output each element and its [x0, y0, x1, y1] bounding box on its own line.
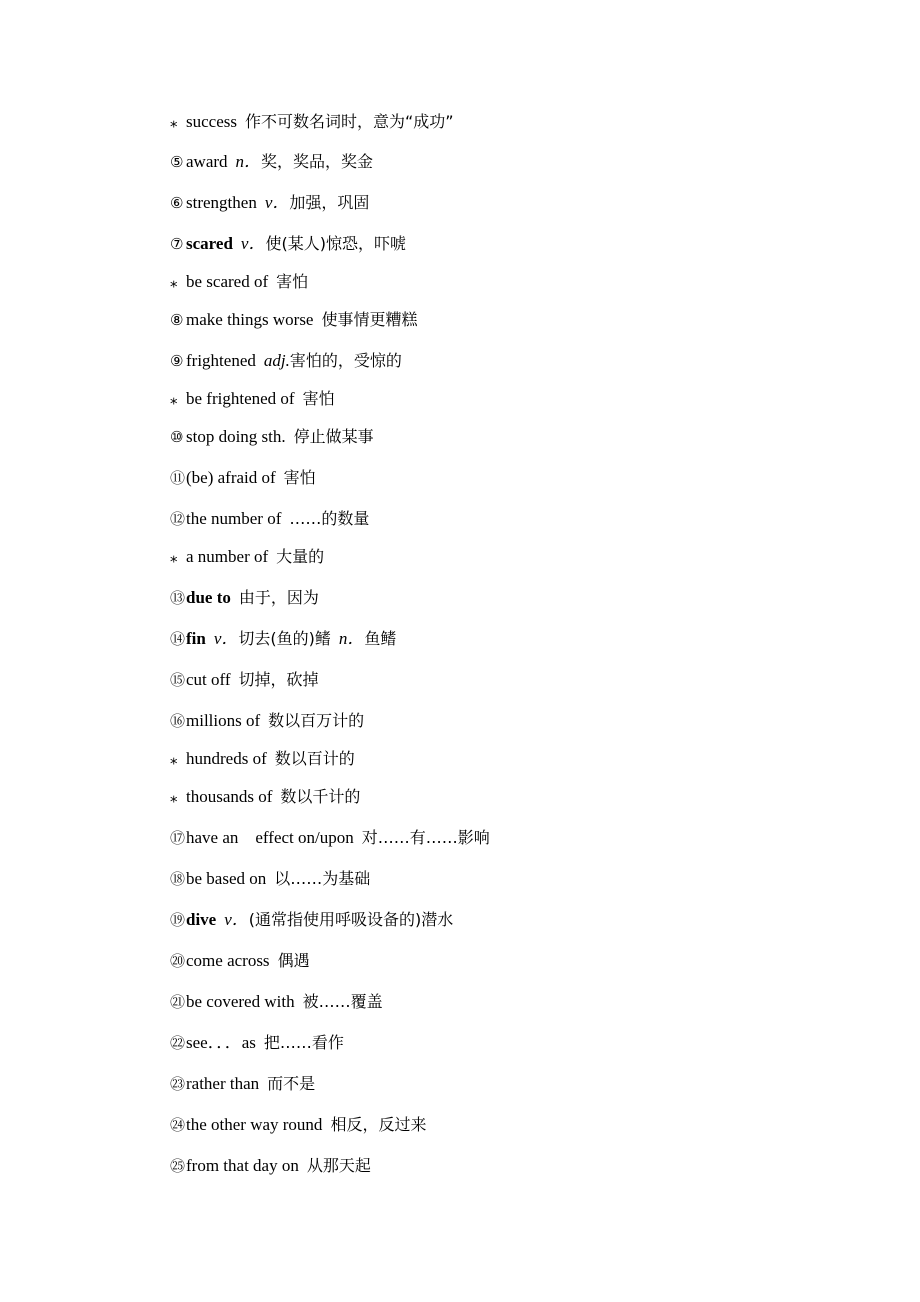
- vocab-entry: [170, 785, 870, 809]
- entry-meaning: 由于，因为: [238, 588, 319, 607]
- vocab-entry: [170, 1154, 870, 1178]
- entry-term: dive: [186, 910, 217, 929]
- entry-term: be frightened of: [186, 389, 295, 408]
- entry-term: be scared of: [186, 272, 269, 291]
- vocab-entry: [170, 349, 870, 373]
- vocab-entry: [170, 1031, 870, 1055]
- vocab-entry: [170, 232, 870, 256]
- entry-marker: ⑧: [170, 311, 184, 329]
- entry-term: scared: [186, 234, 233, 253]
- entry-meaning: 对……有……影响: [361, 828, 490, 847]
- vocab-entry: [170, 191, 870, 215]
- entry-meaning: 害怕: [302, 389, 335, 408]
- entry-term: see．．．as: [186, 1033, 256, 1052]
- entry-pos: n．: [235, 152, 262, 171]
- entry-term: cut off: [186, 670, 231, 689]
- entry-meaning: ……的数量: [289, 509, 370, 528]
- vocab-entry: [170, 747, 870, 771]
- entry-meaning: 把……看作: [263, 1033, 344, 1052]
- entry-term: the other way round: [186, 1115, 323, 1134]
- vocab-entry: [170, 949, 870, 973]
- vocab-entry: [170, 507, 870, 531]
- entry-term: be based on: [186, 869, 267, 888]
- vocab-entry: [170, 425, 870, 449]
- entry-meaning: 切掉，砍掉: [238, 670, 319, 689]
- entry-marker: ⁎: [170, 548, 178, 566]
- entry-meaning: 害怕的，受惊的: [289, 351, 402, 370]
- entry-term: a number of: [186, 547, 269, 566]
- entry-pos: v．: [213, 629, 239, 648]
- entry-marker: ⑫: [170, 510, 186, 528]
- entry-pos: v．: [264, 193, 290, 212]
- entry-meaning: 使(某人)惊恐，吓唬: [265, 234, 406, 253]
- entry-marker: ㉒: [170, 1034, 186, 1052]
- entry-marker: ⑥: [170, 194, 184, 212]
- entry-meaning: 偶遇: [277, 951, 310, 970]
- entry-marker: ⁎: [170, 788, 178, 806]
- vocab-entry: [170, 545, 870, 569]
- entry-term: have an effect on/upon: [186, 828, 354, 847]
- entry-meaning: 数以千计的: [280, 787, 361, 806]
- entry-marker: ⁎: [170, 750, 178, 768]
- entry-meaning: 停止做某事: [293, 427, 374, 446]
- vocab-entry: [170, 150, 870, 174]
- entry-marker: ⑩: [170, 428, 184, 446]
- vocab-entry: [170, 110, 870, 134]
- entry-marker: ㉓: [170, 1075, 186, 1093]
- entry-meaning-2: 鱼鳍: [364, 629, 397, 648]
- entry-meaning: 数以百计的: [274, 749, 355, 768]
- vocab-entry: [170, 1072, 870, 1096]
- vocab-entry: [170, 867, 870, 891]
- entry-term: from that day on: [186, 1156, 299, 1175]
- entry-marker: ⑭: [170, 630, 186, 648]
- entry-term: thousands of: [186, 787, 273, 806]
- entry-term: be covered with: [186, 992, 295, 1011]
- vocab-entry: [170, 990, 870, 1014]
- entry-pos: adj.: [263, 351, 290, 370]
- entry-pos: v．: [240, 234, 266, 253]
- vocab-entry: [170, 826, 870, 850]
- entry-pos: v．: [224, 910, 249, 929]
- entry-term: hundreds of: [186, 749, 267, 768]
- entry-marker: ⑦: [170, 235, 184, 253]
- entry-term: frightened: [186, 351, 256, 370]
- vocab-entry: [170, 627, 870, 651]
- entry-marker: ⑪: [170, 469, 186, 487]
- entry-term: the number of: [186, 509, 282, 528]
- entry-marker: ⑨: [170, 352, 184, 370]
- entry-meaning: 使事情更糟糕: [321, 310, 418, 329]
- entry-marker: ⑳: [170, 952, 186, 970]
- entry-meaning: 切去(鱼的)鳍: [238, 629, 331, 648]
- entry-marker: ⑱: [170, 870, 186, 888]
- entry-meaning: 加强，巩固: [289, 193, 370, 212]
- entry-meaning: 大量的: [276, 547, 325, 566]
- vocabulary-list: [170, 110, 870, 1175]
- entry-pos-2: n．: [338, 629, 365, 648]
- entry-marker: ⑮: [170, 671, 186, 689]
- entry-term: success: [186, 112, 237, 131]
- entry-marker: ㉕: [170, 1157, 186, 1175]
- entry-marker: ㉑: [170, 993, 186, 1011]
- entry-marker: ⁎: [170, 390, 178, 408]
- entry-meaning: 奖，奖品，奖金: [261, 152, 374, 171]
- entry-marker: ⁎: [170, 273, 178, 291]
- vocab-entry: [170, 466, 870, 490]
- entry-marker: ⑯: [170, 712, 186, 730]
- entry-meaning: 害怕: [283, 468, 316, 487]
- entry-marker: ㉔: [170, 1116, 186, 1134]
- entry-meaning: (通常指使用呼吸设备的)潜水: [248, 910, 454, 929]
- entry-meaning: 数以百万计的: [268, 711, 365, 730]
- entry-meaning: 以……为基础: [274, 869, 371, 888]
- entry-meaning: 从那天起: [306, 1156, 371, 1175]
- entry-meaning: 相反，反过来: [330, 1115, 427, 1134]
- entry-term: come across: [186, 951, 270, 970]
- entry-meaning: 被……覆盖: [302, 992, 383, 1011]
- entry-meaning: 而不是: [267, 1074, 316, 1093]
- entry-term: award: [186, 152, 228, 171]
- entry-marker: ⑬: [170, 589, 186, 607]
- entry-meaning: 作不可数名词时，意为“成功”: [244, 112, 454, 131]
- entry-marker: ⑲: [170, 911, 186, 929]
- entry-term: strengthen: [186, 193, 257, 212]
- vocab-entry: [170, 1113, 870, 1137]
- entry-term: fin: [186, 629, 206, 648]
- vocab-entry: [170, 308, 870, 332]
- vocab-entry: [170, 586, 870, 610]
- entry-marker: ⁎: [170, 113, 178, 131]
- vocab-entry: [170, 709, 870, 733]
- entry-term: rather than: [186, 1074, 260, 1093]
- entry-term: stop doing sth.: [186, 427, 286, 446]
- entry-meaning: 害怕: [276, 272, 309, 291]
- vocab-entry: [170, 908, 870, 932]
- entry-marker: ⑰: [170, 829, 186, 847]
- vocab-entry: [170, 270, 870, 294]
- entry-term: make things worse: [186, 310, 314, 329]
- vocab-entry: [170, 668, 870, 692]
- entry-term: (be) afraid of: [186, 468, 276, 487]
- vocab-entry: [170, 387, 870, 411]
- entry-marker: ⑤: [170, 153, 184, 171]
- entry-term: due to: [186, 588, 231, 607]
- entry-term: millions of: [186, 711, 261, 730]
